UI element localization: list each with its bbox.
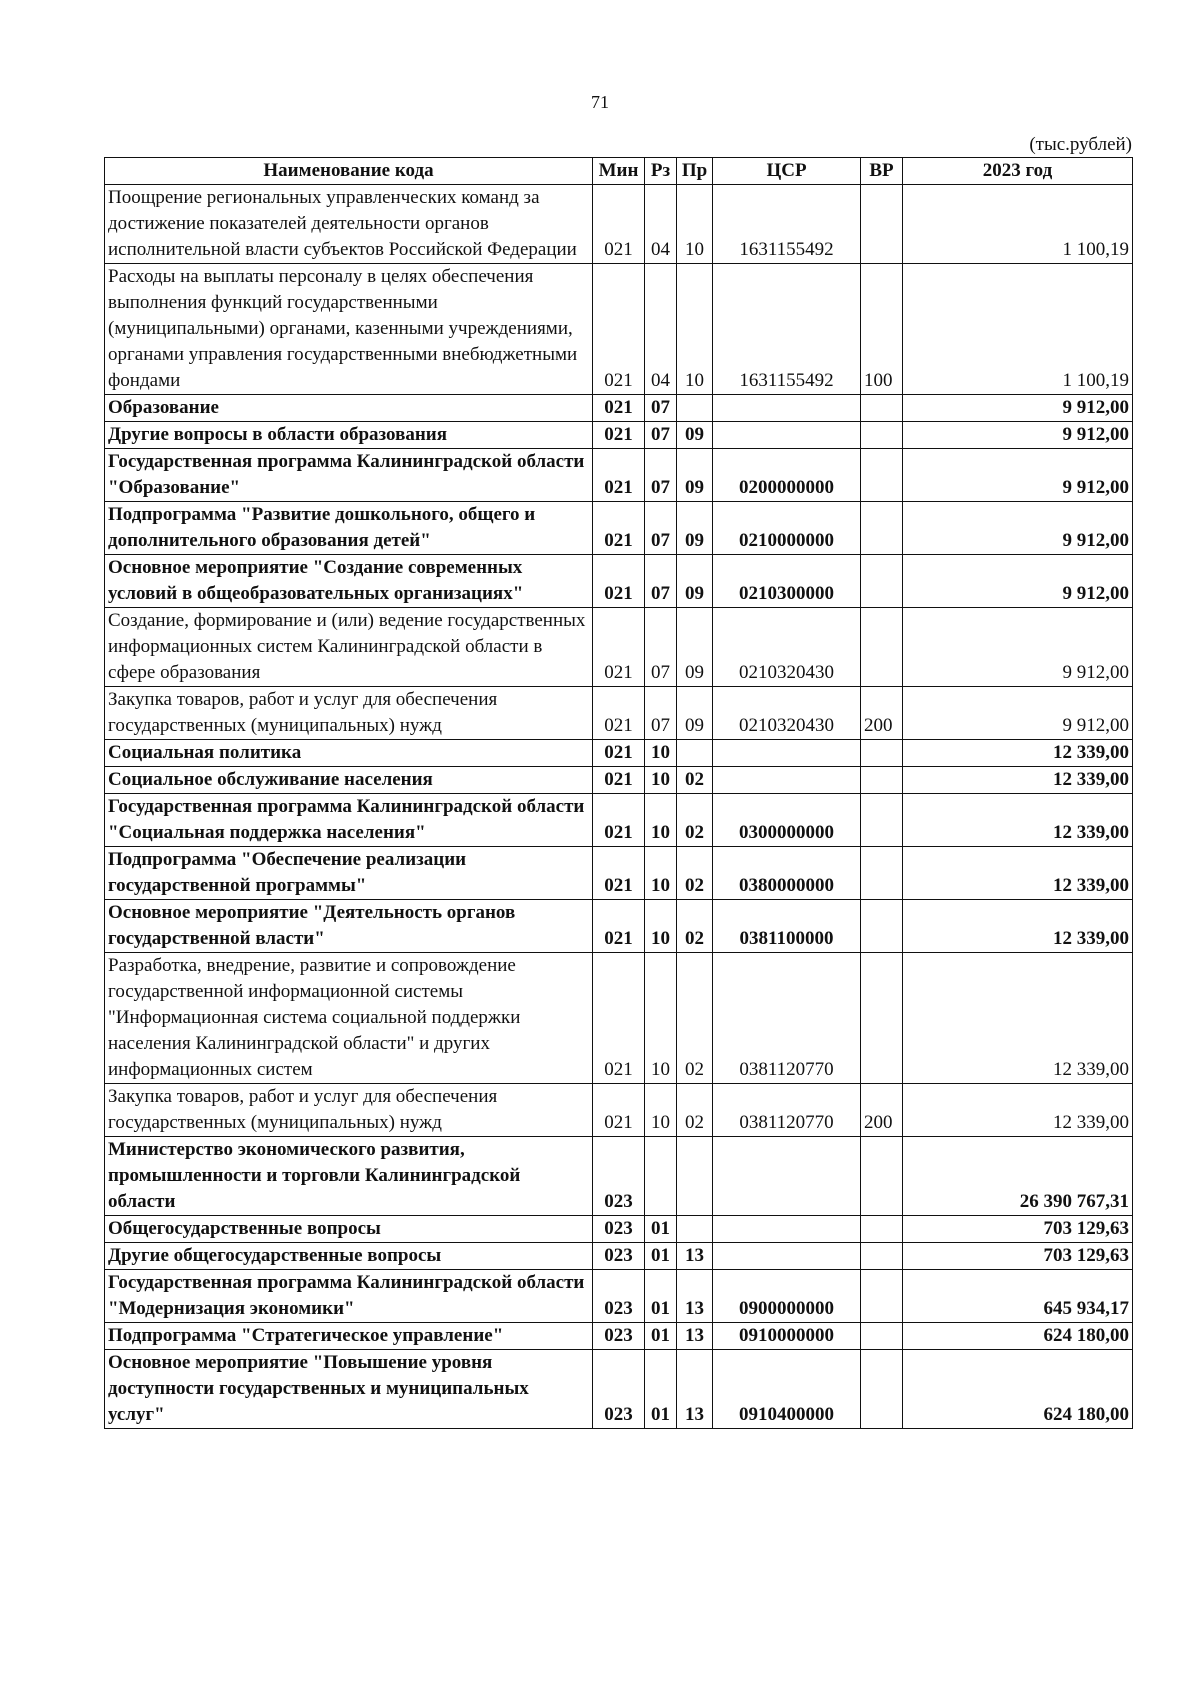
cell-pr: 13 [677, 1243, 713, 1270]
cell-csr: 0910400000 [713, 1350, 861, 1429]
cell-pr: 13 [677, 1270, 713, 1323]
cell-pr: 10 [677, 185, 713, 264]
table-row [105, 608, 1133, 687]
cell-min: 023 [593, 1243, 645, 1270]
cell-name: Закупка товаров, работ и услуг для обеспечения государственных (муниципальных) нужд [105, 687, 593, 740]
cell-name: Другие вопросы в области образования [105, 422, 593, 449]
cell-csr: 0200000000 [713, 449, 861, 502]
cell-pr: 02 [677, 900, 713, 953]
cell-rz [645, 1137, 677, 1216]
cell-vr [861, 767, 903, 794]
cell-pr [677, 395, 713, 422]
header-vr: ВР [861, 158, 903, 185]
table-row [105, 555, 1133, 608]
cell-name: Социальная политика [105, 740, 593, 767]
cell-name: Подпрограмма "Стратегическое управление" [105, 1323, 593, 1350]
cell-csr [713, 1243, 861, 1270]
cell-pr: 02 [677, 847, 713, 900]
cell-sum: 9 912,00 [903, 449, 1133, 502]
cell-rz: 07 [645, 395, 677, 422]
cell-rz: 01 [645, 1323, 677, 1350]
cell-csr: 0900000000 [713, 1270, 861, 1323]
budget-table [104, 157, 1133, 1429]
cell-pr: 13 [677, 1350, 713, 1429]
cell-pr: 09 [677, 687, 713, 740]
cell-rz: 01 [645, 1216, 677, 1243]
cell-name: Поощрение региональных управленческих команд за достижение показателей деятельности органов исполнительной власти субъектов Российской Федерации [105, 185, 593, 264]
cell-sum: 624 180,00 [903, 1350, 1133, 1429]
cell-sum: 645 934,17 [903, 1270, 1133, 1323]
header-name: Наименование кода [105, 158, 593, 185]
cell-csr: 0381120770 [713, 1084, 861, 1137]
cell-min: 021 [593, 395, 645, 422]
table-header-row [105, 158, 1133, 185]
cell-sum: 703 129,63 [903, 1243, 1133, 1270]
cell-sum: 26 390 767,31 [903, 1137, 1133, 1216]
header-min: Мин [593, 158, 645, 185]
cell-vr [861, 953, 903, 1084]
cell-sum: 9 912,00 [903, 687, 1133, 740]
table-row [105, 264, 1133, 395]
cell-sum: 9 912,00 [903, 502, 1133, 555]
cell-vr: 200 [861, 687, 903, 740]
cell-name: Основное мероприятие "Деятельность органов государственной власти" [105, 900, 593, 953]
cell-csr: 0381100000 [713, 900, 861, 953]
cell-sum: 703 129,63 [903, 1216, 1133, 1243]
cell-pr [677, 740, 713, 767]
cell-rz: 10 [645, 847, 677, 900]
cell-vr [861, 1270, 903, 1323]
cell-sum: 12 339,00 [903, 1084, 1133, 1137]
cell-pr: 02 [677, 1084, 713, 1137]
cell-name: Основное мероприятие "Создание современных условий в общеобразовательных организациях" [105, 555, 593, 608]
cell-rz: 07 [645, 502, 677, 555]
cell-vr [861, 1243, 903, 1270]
cell-vr [861, 740, 903, 767]
cell-sum: 12 339,00 [903, 767, 1133, 794]
table-row [105, 185, 1133, 264]
cell-name: Расходы на выплаты персоналу в целях обеспечения выполнения функций государственными (муниципальными) органами, казенными учреждениями, органами управления государственными внебюджетными фондами [105, 264, 593, 395]
cell-csr: 0910000000 [713, 1323, 861, 1350]
cell-csr [713, 395, 861, 422]
cell-min: 023 [593, 1350, 645, 1429]
cell-rz: 07 [645, 555, 677, 608]
header-rz: Рз [645, 158, 677, 185]
cell-csr: 0210000000 [713, 502, 861, 555]
table-row [105, 1216, 1133, 1243]
cell-csr: 0380000000 [713, 847, 861, 900]
cell-pr: 02 [677, 953, 713, 1084]
cell-vr [861, 1323, 903, 1350]
cell-csr: 0300000000 [713, 794, 861, 847]
cell-csr: 1631155492 [713, 264, 861, 395]
cell-min: 021 [593, 608, 645, 687]
cell-min: 021 [593, 185, 645, 264]
cell-vr [861, 555, 903, 608]
cell-min: 023 [593, 1270, 645, 1323]
cell-name: Подпрограмма "Обеспечение реализации государственной программы" [105, 847, 593, 900]
cell-sum: 1 100,19 [903, 185, 1133, 264]
table-row [105, 767, 1133, 794]
cell-sum: 1 100,19 [903, 264, 1133, 395]
cell-vr [861, 1137, 903, 1216]
cell-rz: 01 [645, 1243, 677, 1270]
table-row [105, 953, 1133, 1084]
table-row [105, 794, 1133, 847]
cell-sum: 12 339,00 [903, 847, 1133, 900]
cell-vr [861, 608, 903, 687]
cell-csr [713, 1216, 861, 1243]
cell-rz: 07 [645, 608, 677, 687]
table-row [105, 900, 1133, 953]
cell-name: Разработка, внедрение, развитие и сопровождение государственной информационной системы "Информационная система социальной поддержки населения Калининградской области" и других информационных систем [105, 953, 593, 1084]
cell-rz: 10 [645, 767, 677, 794]
cell-vr [861, 422, 903, 449]
table-row [105, 1350, 1133, 1429]
cell-sum: 9 912,00 [903, 395, 1133, 422]
cell-rz: 10 [645, 794, 677, 847]
cell-csr: 0210320430 [713, 687, 861, 740]
cell-vr [861, 502, 903, 555]
cell-pr: 09 [677, 449, 713, 502]
cell-vr [861, 185, 903, 264]
cell-vr [861, 847, 903, 900]
cell-min: 023 [593, 1323, 645, 1350]
cell-pr: 02 [677, 794, 713, 847]
table-row [105, 1243, 1133, 1270]
cell-vr [861, 1350, 903, 1429]
cell-min: 021 [593, 422, 645, 449]
cell-sum: 12 339,00 [903, 953, 1133, 1084]
cell-min: 021 [593, 740, 645, 767]
cell-name: Государственная программа Калининградской области "Образование" [105, 449, 593, 502]
cell-pr: 13 [677, 1323, 713, 1350]
cell-pr: 09 [677, 608, 713, 687]
cell-min: 023 [593, 1137, 645, 1216]
cell-name: Основное мероприятие "Повышение уровня доступности государственных и муниципальных услуг" [105, 1350, 593, 1429]
table-row [105, 687, 1133, 740]
cell-rz: 01 [645, 1270, 677, 1323]
table-row [105, 1137, 1133, 1216]
cell-name: Государственная программа Калининградской области "Модернизация экономики" [105, 1270, 593, 1323]
cell-sum: 12 339,00 [903, 794, 1133, 847]
cell-min: 021 [593, 767, 645, 794]
cell-rz: 10 [645, 953, 677, 1084]
cell-rz: 07 [645, 422, 677, 449]
table-row [105, 1323, 1133, 1350]
cell-sum: 12 339,00 [903, 740, 1133, 767]
cell-min: 021 [593, 794, 645, 847]
cell-rz: 10 [645, 900, 677, 953]
cell-min: 021 [593, 847, 645, 900]
cell-pr [677, 1216, 713, 1243]
cell-pr [677, 1137, 713, 1216]
cell-sum: 12 339,00 [903, 900, 1133, 953]
cell-vr [861, 395, 903, 422]
cell-min: 021 [593, 1084, 645, 1137]
table-row [105, 502, 1133, 555]
cell-sum: 624 180,00 [903, 1323, 1133, 1350]
header-csr: ЦСР [713, 158, 861, 185]
cell-csr [713, 422, 861, 449]
table-row [105, 422, 1133, 449]
cell-pr: 09 [677, 502, 713, 555]
cell-vr: 100 [861, 264, 903, 395]
cell-rz: 04 [645, 185, 677, 264]
cell-csr [713, 767, 861, 794]
cell-min: 021 [593, 687, 645, 740]
cell-vr [861, 900, 903, 953]
cell-name: Министерство экономического развития, промышленности и торговли Калининградской области [105, 1137, 593, 1216]
cell-csr: 0381120770 [713, 953, 861, 1084]
cell-min: 023 [593, 1216, 645, 1243]
cell-pr: 09 [677, 422, 713, 449]
table-row [105, 1270, 1133, 1323]
cell-csr [713, 1137, 861, 1216]
cell-name: Подпрограмма "Развитие дошкольного, общего и дополнительного образования детей" [105, 502, 593, 555]
cell-sum: 9 912,00 [903, 555, 1133, 608]
cell-pr: 09 [677, 555, 713, 608]
cell-name: Социальное обслуживание населения [105, 767, 593, 794]
cell-vr [861, 1216, 903, 1243]
units-label: (тыс.рублей) [1029, 134, 1132, 155]
cell-rz: 01 [645, 1350, 677, 1429]
cell-min: 021 [593, 555, 645, 608]
table-row [105, 1084, 1133, 1137]
cell-vr [861, 449, 903, 502]
cell-rz: 04 [645, 264, 677, 395]
cell-rz: 07 [645, 687, 677, 740]
cell-csr: 1631155492 [713, 185, 861, 264]
cell-vr [861, 794, 903, 847]
header-sum: 2023 год [903, 158, 1133, 185]
cell-name: Закупка товаров, работ и услуг для обеспечения государственных (муниципальных) нужд [105, 1084, 593, 1137]
table-row [105, 449, 1133, 502]
cell-min: 021 [593, 900, 645, 953]
table-row [105, 395, 1133, 422]
cell-min: 021 [593, 502, 645, 555]
cell-pr: 02 [677, 767, 713, 794]
header-pr: Пр [677, 158, 713, 185]
page-number: 71 [591, 92, 609, 112]
cell-rz: 10 [645, 1084, 677, 1137]
table-body [105, 185, 1133, 1429]
cell-name: Другие общегосударственные вопросы [105, 1243, 593, 1270]
cell-vr: 200 [861, 1084, 903, 1137]
cell-rz: 10 [645, 740, 677, 767]
cell-min: 021 [593, 264, 645, 395]
cell-name: Общегосударственные вопросы [105, 1216, 593, 1243]
cell-csr [713, 740, 861, 767]
cell-min: 021 [593, 953, 645, 1084]
cell-min: 021 [593, 449, 645, 502]
cell-sum: 9 912,00 [903, 422, 1133, 449]
cell-csr: 0210320430 [713, 608, 861, 687]
table-row [105, 847, 1133, 900]
cell-name: Государственная программа Калининградской области "Социальная поддержка населения" [105, 794, 593, 847]
cell-sum: 9 912,00 [903, 608, 1133, 687]
cell-csr: 0210300000 [713, 555, 861, 608]
cell-rz: 07 [645, 449, 677, 502]
table-row [105, 740, 1133, 767]
cell-pr: 10 [677, 264, 713, 395]
cell-name: Создание, формирование и (или) ведение государственных информационных систем Калининградской области в сфере образования [105, 608, 593, 687]
cell-name: Образование [105, 395, 593, 422]
